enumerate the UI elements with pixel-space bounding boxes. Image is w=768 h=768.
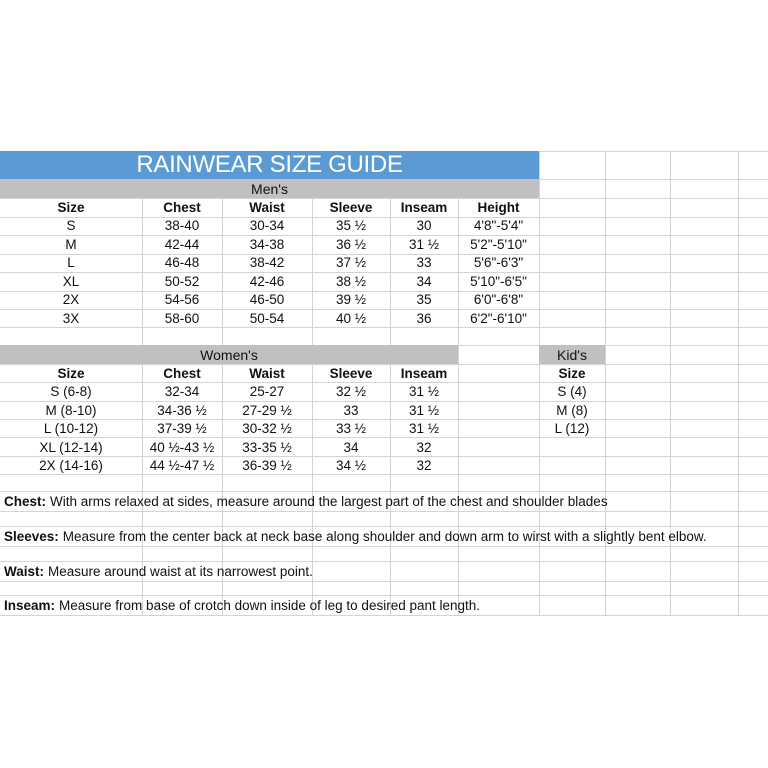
mens-cell-size: 2X xyxy=(62,292,80,308)
womens-cell-chest: 34-36 ½ xyxy=(157,402,207,418)
womens-section-label: Women's xyxy=(200,346,258,363)
womens-cell-waist: 30-32 ½ xyxy=(242,421,292,437)
womens-cell-sleeve: 33 xyxy=(343,402,359,418)
mens-cell-chest: 38-40 xyxy=(164,218,200,234)
mens-header-waist: Waist xyxy=(249,199,285,215)
mens-cell-waist: 46-50 xyxy=(249,292,285,308)
grid-row-line xyxy=(0,615,768,616)
mens-cell-waist: 30-34 xyxy=(249,218,285,234)
mens-cell-size: S xyxy=(66,218,76,234)
mens-header-sleeve: Sleeve xyxy=(329,199,373,215)
mens-header-chest: Chest xyxy=(163,199,201,215)
note-inseam xyxy=(4,595,480,615)
page-title: RAINWEAR SIZE GUIDE xyxy=(136,151,403,178)
womens-cell-waist: 25-27 xyxy=(249,384,285,400)
mens-cell-inseam: 30 xyxy=(416,218,432,234)
womens-header-size: Size xyxy=(57,365,85,381)
mens-cell-waist: 42-46 xyxy=(249,273,285,289)
mens-cell-sleeve: 39 ½ xyxy=(335,292,367,308)
womens-cell-waist: 33-35 ½ xyxy=(242,439,292,455)
mens-cell-waist: 50-54 xyxy=(249,310,285,326)
mens-cell-chest: 42-44 xyxy=(164,236,200,252)
mens-section-header xyxy=(0,179,539,198)
mens-cell-waist: 38-42 xyxy=(249,255,285,271)
kids-cell-size: M (8) xyxy=(556,402,588,418)
note-waist-text: Measure around waist at its narrowest point. xyxy=(48,563,313,579)
note-chest-text: With arms relaxed at sides, measure around the largest part of the chest and shoulder blades xyxy=(50,493,608,509)
mens-cell-height: 5'10"-6'5" xyxy=(470,273,527,289)
womens-cell-inseam: 31 ½ xyxy=(408,384,440,400)
womens-cell-sleeve: 34 xyxy=(343,439,359,455)
title-banner xyxy=(0,151,539,179)
mens-cell-size: M xyxy=(65,236,77,252)
mens-section-label: Men's xyxy=(251,180,288,197)
womens-cell-size: S (6-8) xyxy=(50,384,92,400)
mens-header-inseam: Inseam xyxy=(400,199,448,215)
womens-cell-size: XL (12-14) xyxy=(39,439,103,455)
womens-cell-size: M (8-10) xyxy=(45,402,97,418)
note-inseam-text: Measure from base of crotch down inside of leg to desired pant length. xyxy=(59,597,481,613)
kids-cell-size: L (12) xyxy=(554,421,590,437)
mens-cell-sleeve: 37 ½ xyxy=(335,255,367,271)
womens-cell-size: 2X (14-16) xyxy=(39,458,103,474)
mens-cell-height: 4'8"-5'4" xyxy=(473,218,524,234)
grid-row-line xyxy=(0,511,768,512)
mens-cell-size: 3X xyxy=(62,310,80,326)
womens-cell-waist: 27-29 ½ xyxy=(242,402,292,418)
note-inseam-term: Inseam: xyxy=(4,597,56,613)
womens-cell-chest: 40 ½-43 ½ xyxy=(149,439,215,455)
mens-cell-chest: 58-60 xyxy=(164,310,200,326)
mens-cell-sleeve: 38 ½ xyxy=(335,273,367,289)
womens-header-chest: Chest xyxy=(163,365,201,381)
mens-cell-inseam: 31 ½ xyxy=(408,236,440,252)
womens-cell-size: L (10-12) xyxy=(43,421,99,437)
womens-cell-inseam: 31 ½ xyxy=(408,421,440,437)
mens-cell-sleeve: 36 ½ xyxy=(335,236,367,252)
note-waist-term: Waist: xyxy=(4,563,44,579)
womens-section-header xyxy=(0,345,458,364)
note-sleeves-text: Measure from the center back at neck base along shoulder and down arm to wirst with a slightly bent elbow. xyxy=(62,528,707,544)
womens-header-inseam: Inseam xyxy=(400,365,448,381)
mens-cell-height: 5'2"-5'10" xyxy=(470,236,527,252)
grid-row-line xyxy=(0,581,768,582)
grid-row-line xyxy=(0,546,768,547)
mens-cell-sleeve: 40 ½ xyxy=(335,310,367,326)
note-sleeves xyxy=(4,526,707,546)
womens-cell-inseam: 32 xyxy=(416,439,432,455)
kids-section-header xyxy=(539,345,605,364)
womens-header-sleeve: Sleeve xyxy=(329,365,373,381)
note-chest-term: Chest: xyxy=(4,493,47,509)
mens-cell-sleeve: 35 ½ xyxy=(335,218,367,234)
kids-section-label: Kid's xyxy=(557,346,587,363)
womens-cell-chest: 44 ½-47 ½ xyxy=(149,458,215,474)
womens-cell-chest: 37-39 ½ xyxy=(157,421,207,437)
womens-cell-waist: 36-39 ½ xyxy=(242,458,292,474)
mens-cell-chest: 46-48 xyxy=(164,255,200,271)
mens-cell-inseam: 33 xyxy=(416,255,432,271)
note-waist xyxy=(4,561,313,581)
mens-cell-inseam: 34 xyxy=(416,273,432,289)
womens-cell-inseam: 32 xyxy=(416,458,432,474)
womens-cell-sleeve: 32 ½ xyxy=(335,384,367,400)
kids-cell-size: S (4) xyxy=(557,384,587,400)
note-chest xyxy=(4,491,608,511)
mens-cell-height: 6'2"-6'10" xyxy=(470,310,527,326)
mens-cell-size: L xyxy=(67,255,75,271)
mens-cell-inseam: 36 xyxy=(416,310,432,326)
womens-header-waist: Waist xyxy=(249,365,285,381)
womens-cell-sleeve: 33 ½ xyxy=(335,421,367,437)
note-sleeves-term: Sleeves: xyxy=(4,528,59,544)
mens-cell-inseam: 35 xyxy=(416,292,432,308)
mens-header-height: Height xyxy=(477,199,520,215)
mens-cell-height: 5'6"-6'3" xyxy=(473,255,524,271)
kids-header-size: Size xyxy=(558,365,586,381)
womens-cell-chest: 32-34 xyxy=(164,384,200,400)
mens-cell-waist: 34-38 xyxy=(249,236,285,252)
mens-cell-chest: 50-52 xyxy=(164,273,200,289)
mens-header-size: Size xyxy=(57,199,85,215)
mens-cell-size: XL xyxy=(62,273,80,289)
mens-cell-chest: 54-56 xyxy=(164,292,200,308)
mens-cell-height: 6'0"-6'8" xyxy=(473,292,524,308)
womens-cell-sleeve: 34 ½ xyxy=(335,458,367,474)
grid-col-line xyxy=(738,151,739,615)
womens-cell-inseam: 31 ½ xyxy=(408,402,440,418)
